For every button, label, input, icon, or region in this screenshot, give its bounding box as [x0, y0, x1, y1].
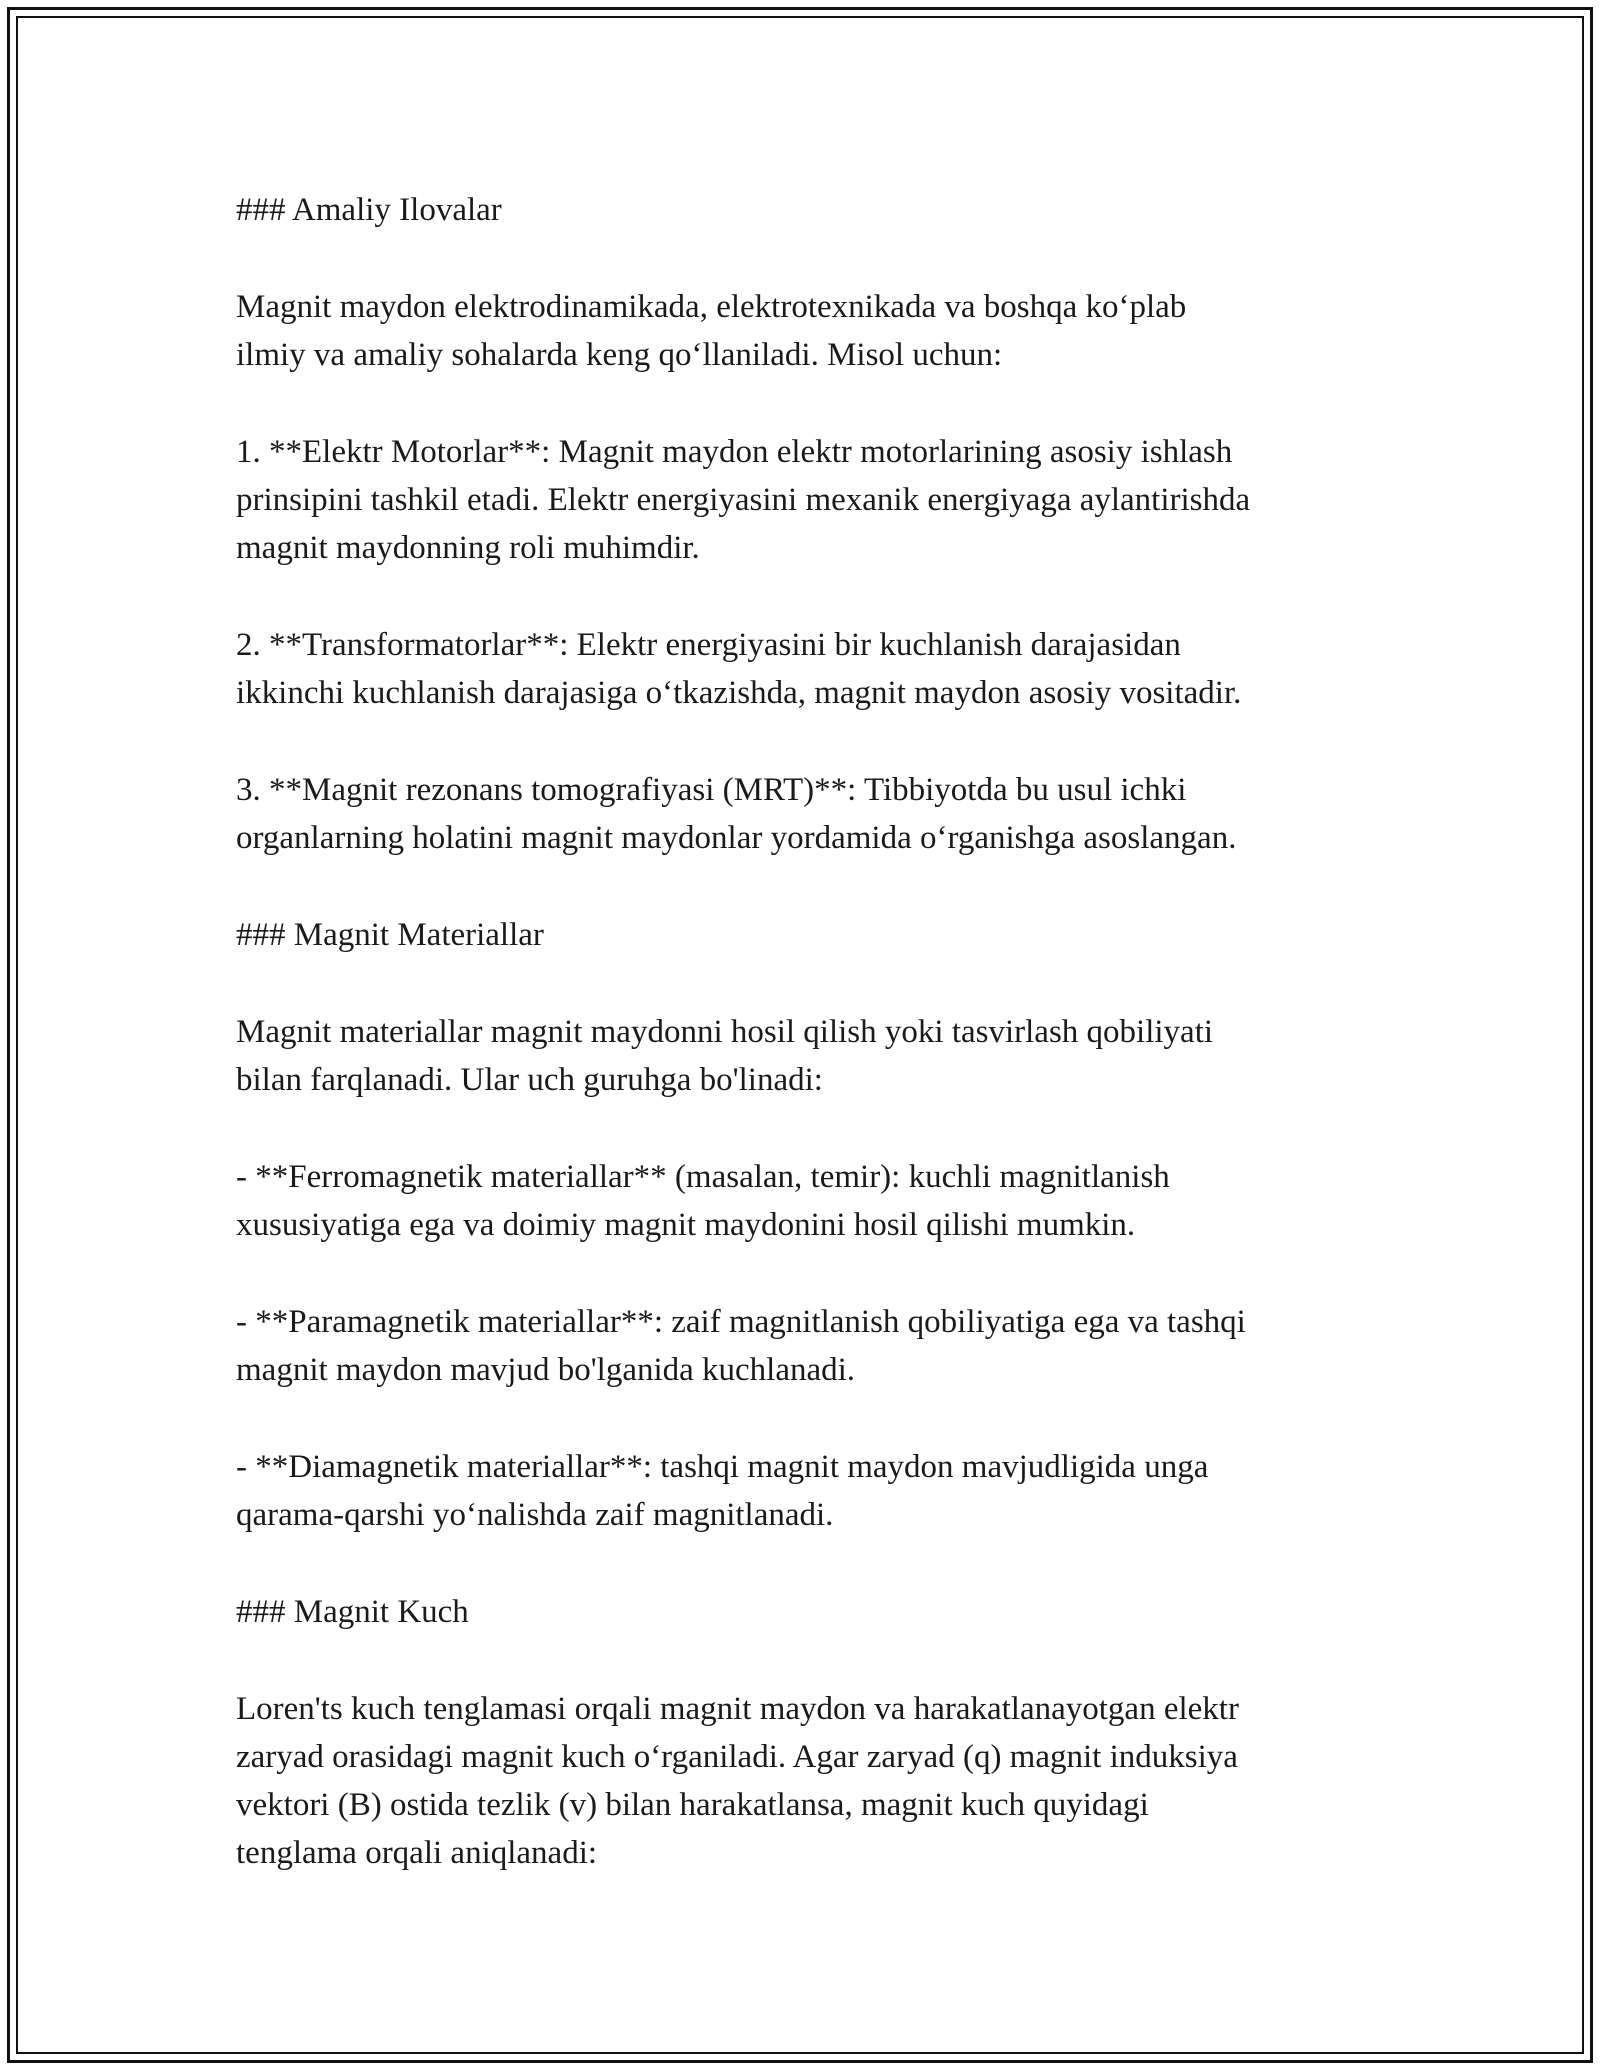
section-heading — [236, 186, 1386, 234]
list-item — [236, 1153, 1386, 1249]
paragraph — [236, 283, 1386, 379]
text-line: prinsipini tashkil etadi. Elektr energiyasini mexanik energiyaga aylantirishda — [236, 482, 1251, 518]
text-line: 1. **Elektr Motorlar**: Magnit maydon elektr motorlarining asosiy ishlash — [236, 434, 1233, 470]
text-line: - **Paramagnetik materiallar**: zaif magnitlanish qobiliyatiga ega va tashqi — [236, 1304, 1246, 1340]
text-line: magnit maydon mavjud bo'lganida kuchlanadi. — [236, 1352, 856, 1388]
text-line: organlarning holatini magnit maydonlar yordamida o‘rganishga asoslangan. — [236, 820, 1237, 856]
text-line: Magnit materiallar magnit maydonni hosil qilish yoki tasvirlash qobiliyati — [236, 1014, 1214, 1050]
section-heading — [236, 911, 1386, 959]
text-line: zaryad orasidagi magnit kuch o‘rganiladi. Agar zaryad (q) magnit induksiya — [236, 1739, 1238, 1775]
text-line: magnit maydonning roli muhimdir. — [236, 530, 700, 566]
list-item — [236, 621, 1386, 717]
text-line: ### Magnit Materiallar — [236, 917, 544, 953]
text-line: 3. **Magnit rezonans tomografiyasi (MRT)**: Tibbiyotda bu usul ichki — [236, 772, 1187, 808]
paragraph — [236, 1008, 1386, 1104]
text-line: 2. **Transformatorlar**: Elektr energiyasini bir kuchlanish darajasidan — [236, 627, 1181, 663]
list-item — [236, 766, 1386, 862]
document-body — [236, 186, 1386, 1926]
text-line: Magnit maydon elektrodinamikada, elektrotexnikada va boshqa ko‘plab — [236, 289, 1187, 325]
text-line: xususiyatiga ega va doimiy magnit maydonini hosil qilishi mumkin. — [236, 1207, 1136, 1243]
text-line: - **Diamagnetik materiallar**: tashqi magnit maydon mavjudligida unga — [236, 1449, 1209, 1485]
paragraph — [236, 1685, 1386, 1877]
text-line: ### Magnit Kuch — [236, 1594, 469, 1630]
text-line: qarama-qarshi yo‘nalishda zaif magnitlanadi. — [236, 1497, 834, 1533]
text-line: tenglama orqali aniqlanadi: — [236, 1835, 598, 1871]
text-line: vektori (B) ostida tezlik (v) bilan harakatlansa, magnit kuch quyidagi — [236, 1787, 1149, 1823]
section-heading — [236, 1588, 1386, 1636]
text-line: - **Ferromagnetik materiallar** (masalan, temir): kuchli magnitlanish — [236, 1159, 1170, 1195]
text-line: ### Amaliy Ilovalar — [236, 192, 502, 228]
list-item — [236, 1443, 1386, 1539]
text-line: ikkinchi kuchlanish darajasiga o‘tkazishda, magnit maydon asosiy vositadir. — [236, 675, 1242, 711]
text-line: ilmiy va amaliy sohalarda keng qo‘llaniladi. Misol uchun: — [236, 337, 1003, 373]
text-line: bilan farqlanadi. Ular uch guruhga bo'linadi: — [236, 1062, 823, 1098]
list-item — [236, 428, 1386, 572]
text-line: Loren'ts kuch tenglamasi orqali magnit maydon va harakatlanayotgan elektr — [236, 1691, 1239, 1727]
list-item — [236, 1298, 1386, 1394]
